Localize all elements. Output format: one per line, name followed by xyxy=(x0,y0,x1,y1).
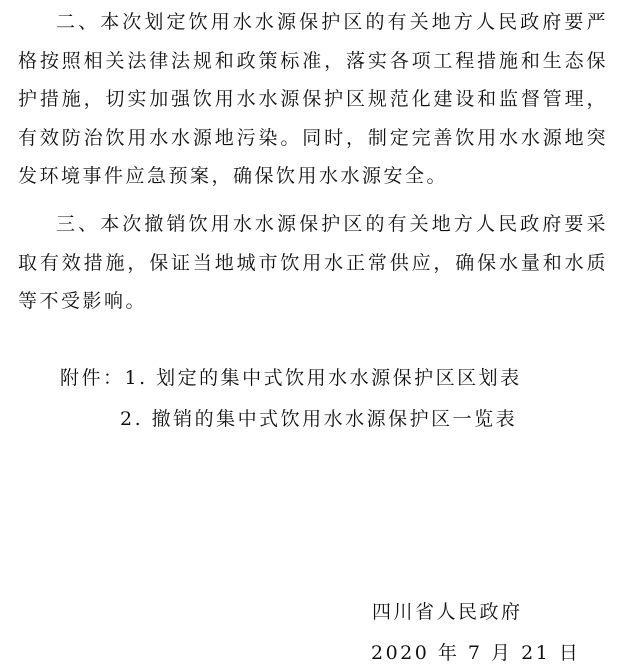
attachment-line-1 xyxy=(60,363,522,393)
attachment-item-2: 2. 撤销的集中式饮用水水源保护区一览表 xyxy=(120,408,518,430)
paragraph-item-two: 二、本次划定饮用水水源保护区的有关地方人民政府要严格按照相关法律法规和政策标准，落实各项工程措施和生态保护措施，切实加强饮用水水源保护区规范化建设和监督管理，有效防治饮用水水源地污染。同时，制定完善饮用水水源地突发环境事件应急预案，确保饮用水水源安全。 xyxy=(18,11,608,187)
attachment-label: 附件： xyxy=(60,367,125,389)
issuer-name: 四川省人民政府 xyxy=(372,601,523,623)
attachment-item-1: 1. 划定的集中式饮用水水源保护区区划表 xyxy=(124,367,522,389)
paragraph-item-three: 三、本次撤销饮用水水源保护区的有关地方人民政府要采取有效措施，保证当地城市饮用水正常供应，确保水量和水质等不受影响。 xyxy=(18,213,608,312)
issue-date: 2020 年 7 月 21 日 xyxy=(371,642,581,664)
